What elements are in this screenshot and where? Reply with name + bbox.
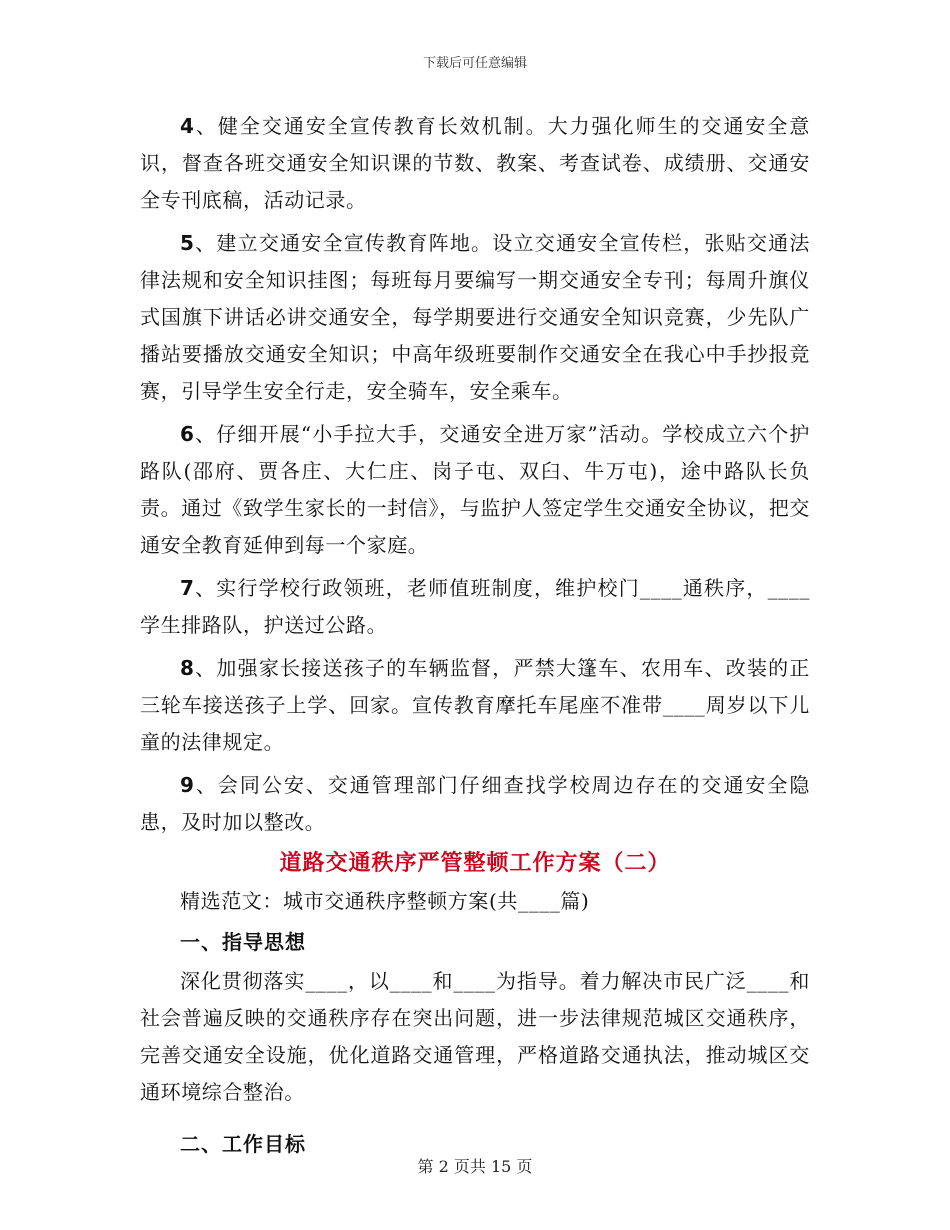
section-title: 道路交通秩序严管整顿工作方案（二） xyxy=(279,850,671,876)
item-text: 、健全交通安全宣传教育长效机制。大力强化师生的交通安全意识，督查各班交通安全知识课的节数、教案、考查试卷、成绩册、交通安全专刊底稿，活动记录。 xyxy=(140,114,810,212)
list-item-4 xyxy=(140,108,810,219)
item-text: 、仔细开展“小手拉大手，交通安全进万家”活动。学校成立六个护路队(邵府、贾各庄、大仁庄、岗子屯、双臼、牛万屯)，途中路队长负责。通过《致学生家长的一封信》，与监护人签定学生交通安全协议，把交通安全教育延伸到每一个家庭。 xyxy=(140,422,810,557)
item-number: 6 xyxy=(180,422,195,446)
item-text: 、建立交通安全宣传教育阵地。设立交通安全宣传栏，张贴交通法律法规和安全知识挂图；每班每月要编写一期交通安全专刊；每周升旗仪式国旗下讲话必讲交通安全，每学期要进行交通安全知识竞赛，少先队广播站要播放交通安全知识；中高年级班要制作交通安全在我心中手抄报竞赛，引导学生安全行走，安全骑车，安全乘车。 xyxy=(140,231,810,403)
item-number: 5 xyxy=(180,231,195,255)
page-header: 下载后可任意编辑 xyxy=(422,56,527,71)
item-number: 9 xyxy=(180,773,195,797)
page-footer: 第 2 页共 15 页 xyxy=(417,1157,533,1176)
item-text: 、加强家长接送孩子的车辆监督，严禁大篷车、农用车、改装的正三轮车接送孩子上学、回家。宣传教育摩托车尾座不准带____周岁以下儿童的法律规定。 xyxy=(140,656,810,754)
heading-work-goals: 二、工作目标 xyxy=(180,1132,306,1156)
list-item-5 xyxy=(140,225,810,410)
item-number: 4 xyxy=(180,114,195,138)
item-text: 、会同公安、交通管理部门仔细查找学校周边存在的交通安全隐患，及时加以整改。 xyxy=(140,773,810,834)
item-number: 8 xyxy=(180,656,195,680)
item-number: 7 xyxy=(180,576,195,600)
list-item-6 xyxy=(140,416,810,564)
document-body xyxy=(140,108,810,1165)
section-subtitle: 精选范文：城市交通秩序整顿方案(共____篇) xyxy=(180,889,590,913)
guiding-ideology-paragraph: 深化贯彻落实____，以____和____为指导。着力解决市民广泛____和社会普遍反映的交通秩序存在突出问题，进一步法律规范城区交通秩序，完善交通安全设施，优化道路交通管理，严格道路交通执法，推动城区交通环境综合整治。 xyxy=(140,969,810,1104)
heading-guiding-ideology: 一、指导思想 xyxy=(180,930,306,954)
list-item-7 xyxy=(140,570,810,644)
list-item-8 xyxy=(140,650,810,761)
item-text: 、实行学校行政领班，老师值班制度，维护校门____通秩序，____学生排路队，护送过公路。 xyxy=(140,576,810,637)
list-item-9 xyxy=(140,767,810,841)
